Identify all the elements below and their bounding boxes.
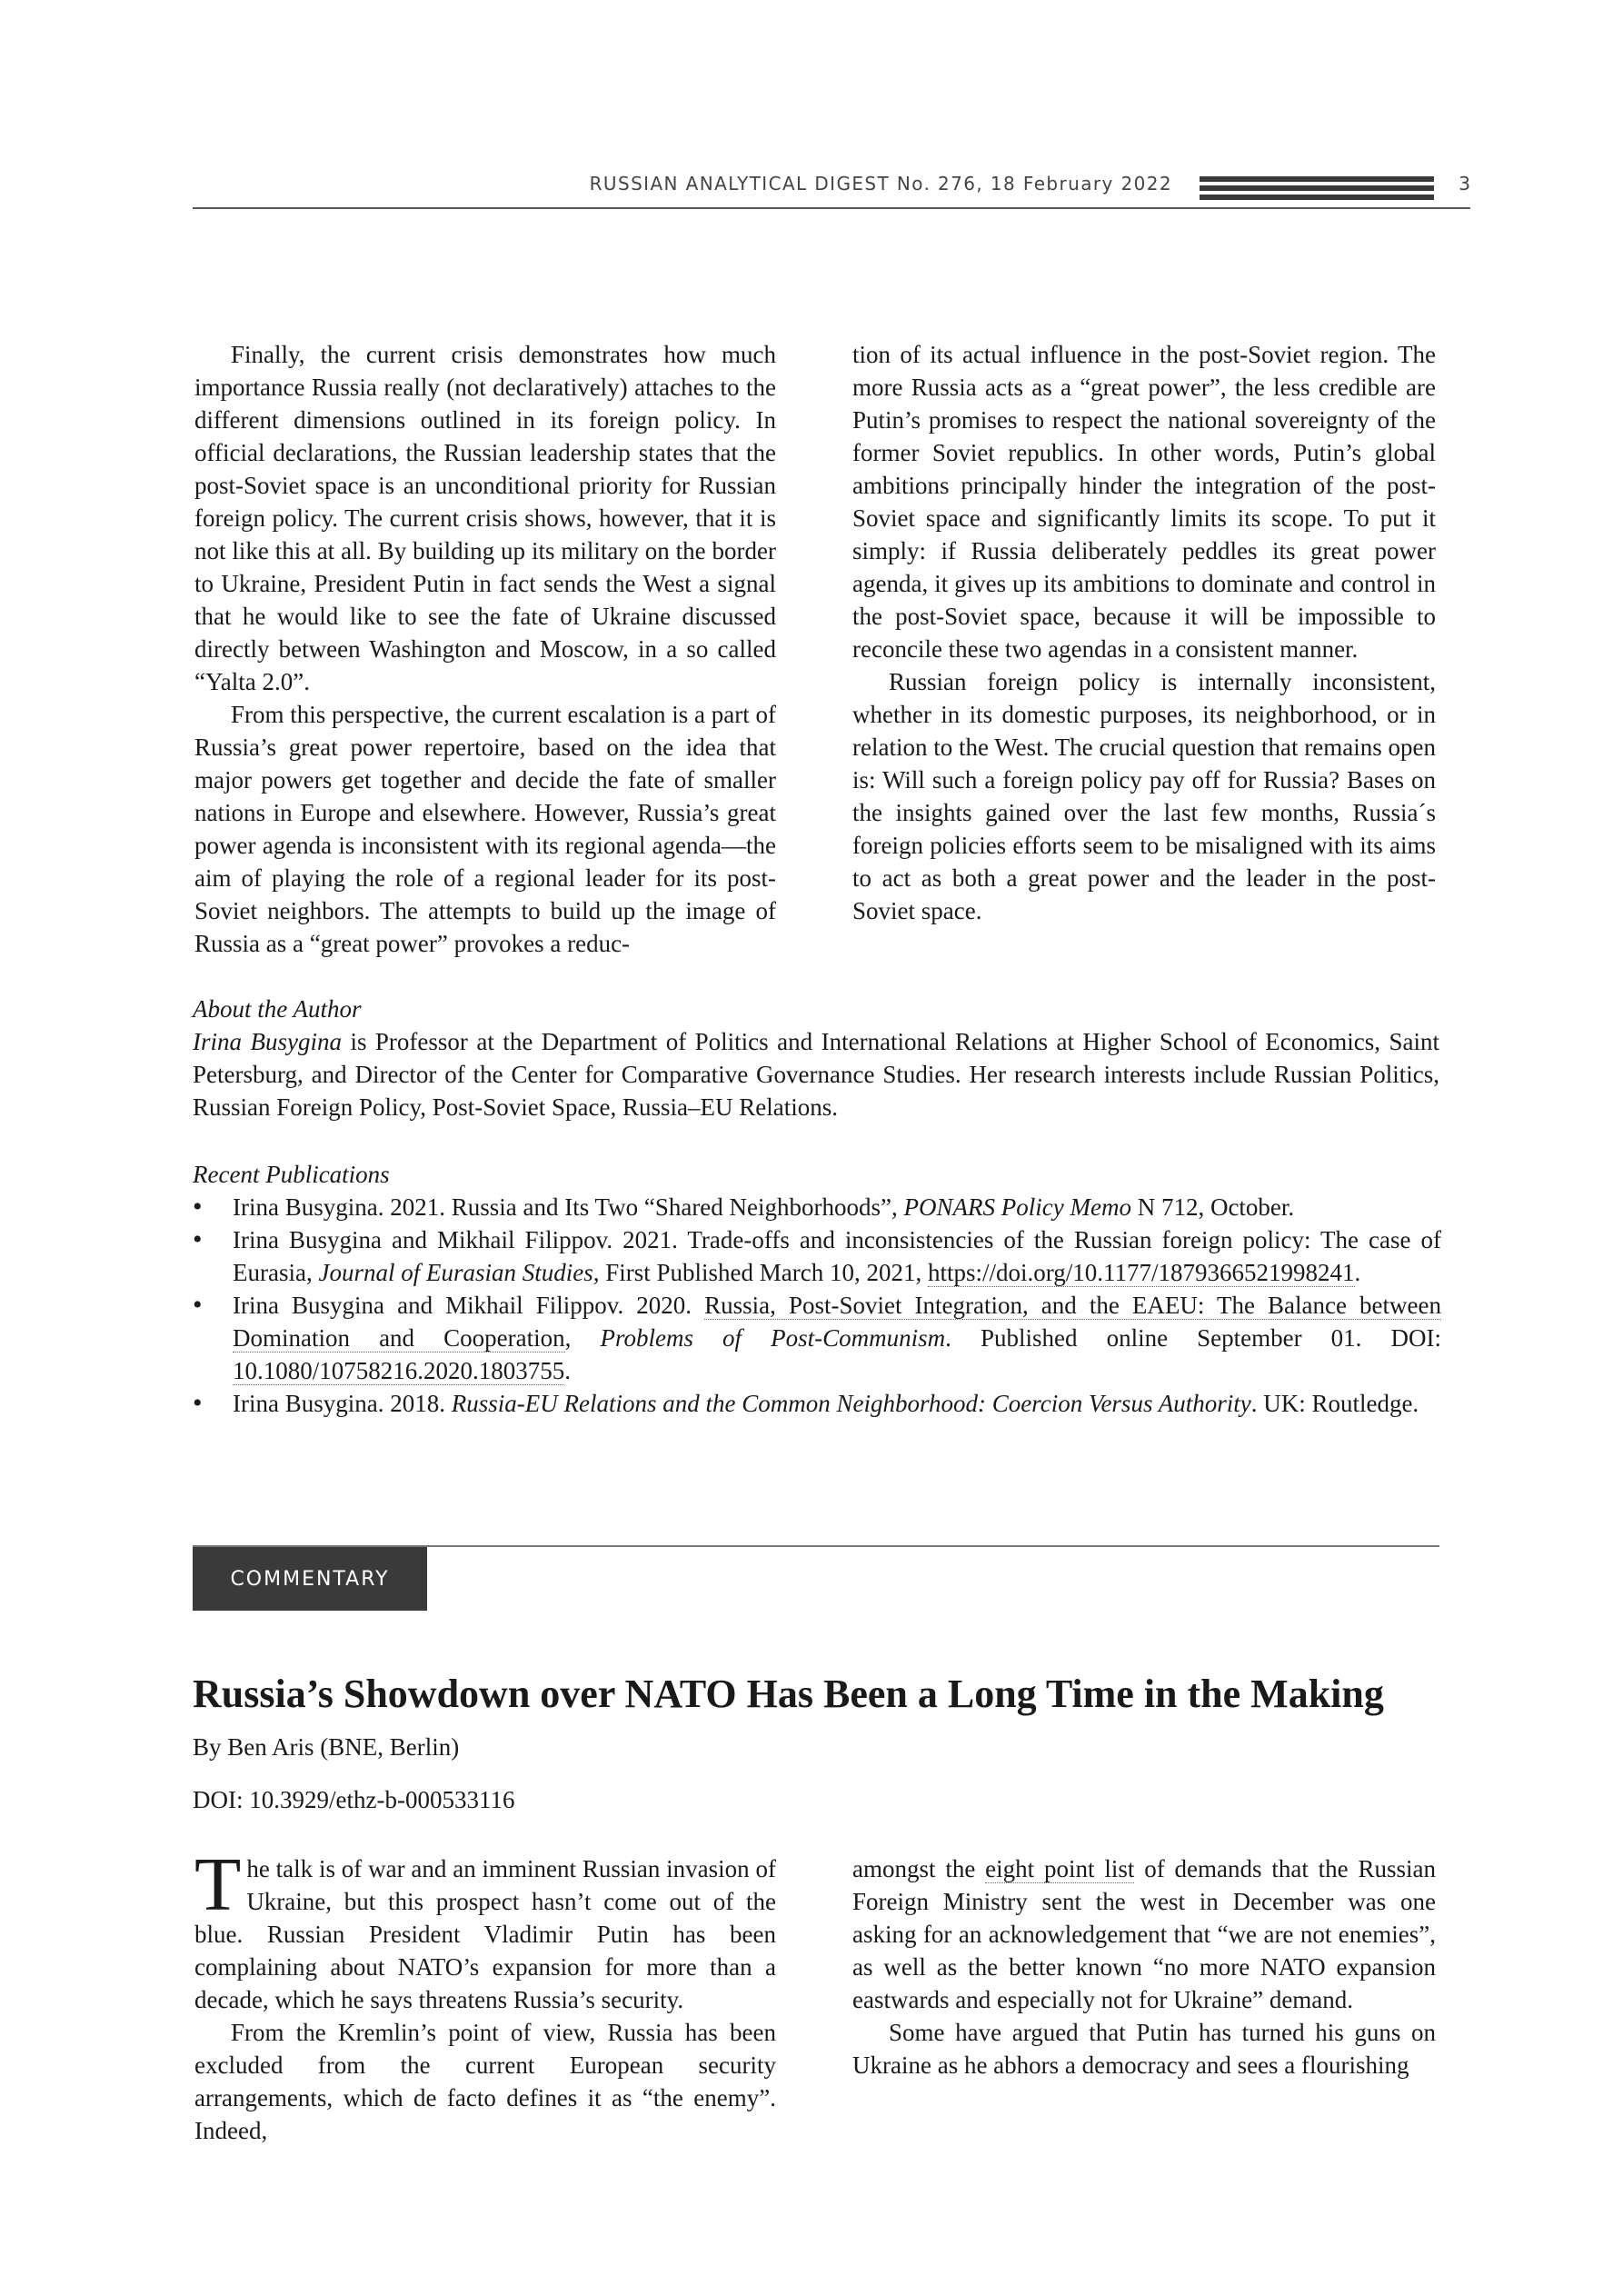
article-byline: By Ben Aris (BNE, Berlin) [193, 1733, 460, 1761]
header-decorative-bars [1200, 176, 1434, 204]
publication-link[interactable]: Russia, Post-Soviet Integration, and the EAEU: The Balance between Domination and Cooperation [233, 1292, 1441, 1352]
paragraph: amongst the eight point list of demands that the Russian Foreign Ministry sent the west in December was one asking for an acknowledgement that “we are not enemies”, as well as the better known “no more NATO expansion eastwards and especially not for Ukraine” demand. [852, 1855, 1437, 2013]
commentary-label: COMMENTARY [193, 1547, 427, 1611]
running-header [193, 169, 1470, 209]
left-column [194, 338, 776, 960]
paragraph: From the Kremlin’s point of view, Russia has been excluded from the current European security arrangements, which de facto defines it as “the enemy”. Indeed, [194, 2019, 776, 2144]
publication-item: • Irina Busygina and Mikhail Filippov. 2021. Trade-offs and inconsistencies of the Russian foreign policy: The case of Eurasia, Journal of Eurasian Studies, First Published March 10, 2021, https://doi.org/10.1177/1879366521998241. [193, 1223, 1441, 1289]
publications-heading: Recent Publications [193, 1161, 390, 1188]
author-bio-text: is Professor at the Department of Politics and International Relations at Higher School of Economics, Saint Petersburg, and Director of the Center for Comparative Governance Studies. Her research interests include Russian Politics, Russian Foreign Policy, Post-Soviet Space, Russia–EU Relations. [193, 1028, 1439, 1121]
paragraph: From this perspective, the current escalation is a part of Russia’s great power repertoire, based on the idea that major powers get together and decide the fate of smaller nations in Europe and elsewhere. However, Russia’s great power agenda is inconsistent with its regional agenda—the aim of playing the role of a regional leader for its post-Soviet neighbors. The attempts to build up the image of Russia as a “great power” provokes a reduc- [194, 701, 776, 957]
author-bio [193, 1025, 1439, 1123]
about-the-author [193, 993, 1439, 1123]
article-doi: DOI: 10.3929/ethz-b-000533116 [193, 1786, 515, 1813]
drop-cap: T [194, 1842, 242, 1927]
doi-link[interactable]: 10.1080/10758216.2020.1803755 [233, 1357, 565, 1384]
publications-list [193, 1191, 1441, 1420]
paragraph: Finally, the current crisis demonstrates how much importance Russia really (not declaratively) attaches to the different dimensions outlined in its foreign policy. In official declarations, the Russian leadership states that the post-Soviet space is an unconditional priority for Russian foreign policy. The current crisis shows, however, that it is not like this at all. By building up its military on the border to Ukraine, President Putin in fact sends the West a signal that he would like to see the fate of Ukraine discussed directly between Washington and Moscow, in a so called “Yalta 2.0”. [194, 341, 776, 695]
about-heading: About the Author [193, 995, 362, 1023]
publication-item: • Irina Busygina. 2021. Russia and Its Two “Shared Neighborhoods”, PONARS Policy Memo N 712, October. [193, 1191, 1441, 1223]
paragraph: Some have argued that Putin has turned his guns on Ukraine as he abhors a democracy and sees a flourishing [852, 2019, 1436, 2079]
publication-item: • Irina Busygina. 2018. Russia-EU Relations and the Common Neighborhood: Coercion Versus Authority. UK: Routledge. [193, 1387, 1441, 1420]
right-column [852, 1852, 1436, 2081]
page-number: 3 [1459, 173, 1470, 195]
right-column [852, 338, 1436, 927]
doi-link[interactable]: https://doi.org/10.1177/1879366521998241 [927, 1259, 1355, 1286]
eight-point-list-link[interactable]: eight point list [985, 1855, 1135, 1882]
paragraph: tion of its actual influence in the post-Soviet region. The more Russia acts as a “great power”, the less credible are Putin’s promises to respect the national sovereignty of the former Soviet republics. In other words, Putin’s global ambitions principally hinder the integration of the post-Soviet space and significantly limits its scope. To put it simply: if Russia deliberately peddles its great power agenda, it gives up its ambitions to dominate and control in the post-Soviet space, because it will be impossible to reconcile these two agendas in a consistent manner. [852, 341, 1436, 663]
publication-item: • Irina Busygina and Mikhail Filippov. 2020. Russia, Post-Soviet Integration, and the EAEU: The Balance between Domination and Cooperation, Problems of Post-Communism. Published online September 01. DOI: 10.1080/10758216.2020.1803755. [193, 1289, 1441, 1387]
left-column [194, 1842, 776, 2147]
journal-title: RUSSIAN ANALYTICAL DIGEST No. 276, 18 February 2022 [589, 173, 1172, 195]
article-title: Russia’s Showdown over NATO Has Been a Long Time in the Making [193, 1672, 1384, 1716]
paragraph: Russian foreign policy is internally inconsistent, whether in its domestic purposes, its neighborhood, or in relation to the West. The crucial question that remains open is: Will such a foreign policy pay off for Russia? Bases on the insights gained over the last few months, Russia´s foreign policies efforts seem to be misaligned with its aims to act as both a great power and the leader in the post-Soviet space. [852, 668, 1436, 924]
author-name: Irina Busygina [193, 1028, 342, 1055]
paragraph: The talk is of war and an imminent Russian invasion of Ukraine, but this prospect hasn’t come out of the blue. Russian President Vladimir Putin has been complaining about NATO’s expansion for more than a decade, which he says threatens Russia’s security. [194, 1842, 776, 2013]
